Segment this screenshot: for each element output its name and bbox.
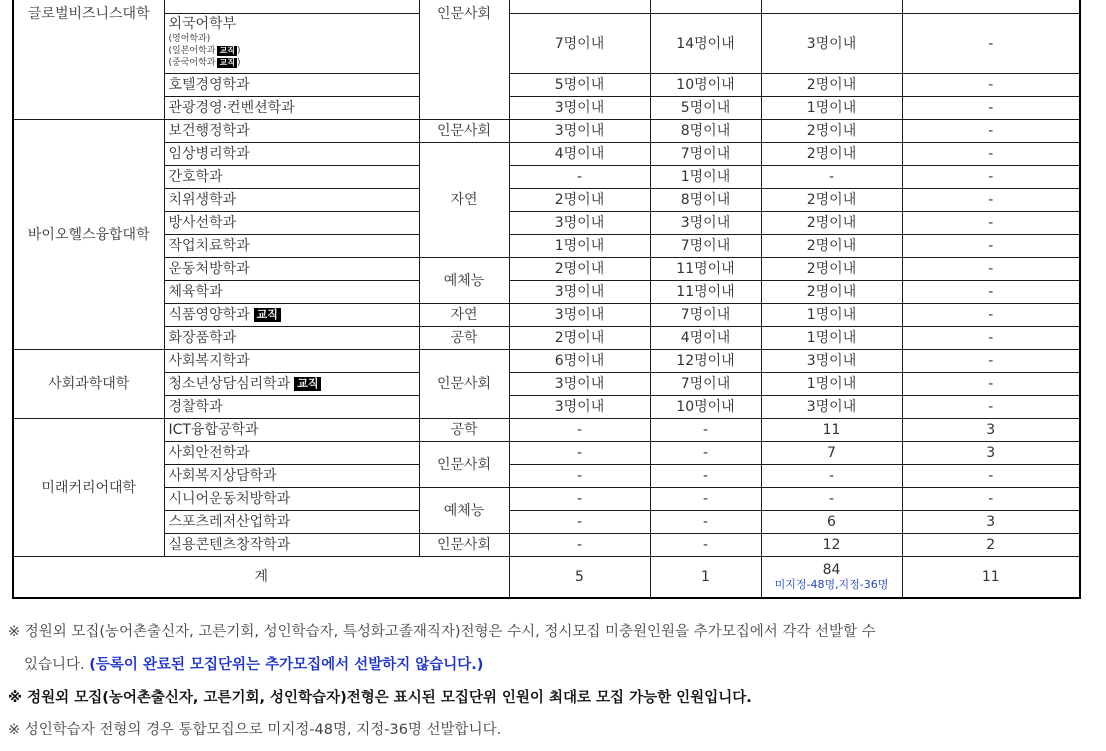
count-cell: - [902, 74, 1080, 97]
count-cell: 3명이내 [509, 281, 650, 304]
count-cell: - [902, 235, 1080, 258]
dept-name: 운동처방학과 [164, 258, 419, 281]
count-cell: 3명이내 [761, 396, 902, 419]
count-cell: 2명이내 [761, 281, 902, 304]
dept-sub-line: (영어학과) [168, 34, 211, 44]
teaching-badge: 교직 [219, 57, 235, 67]
field-cell: 인문사회 [419, 350, 509, 419]
count-cell: 14명이내 [650, 14, 761, 74]
table-row [13, 235, 1080, 258]
dept-name: 작업치료학과 [164, 235, 419, 258]
count-cell: 1명이내 [761, 97, 902, 120]
dept-name: 관광경영·컨벤션학과 [164, 97, 419, 120]
count-cell: - [509, 166, 650, 189]
dept-name: 호텔경영학과 [164, 74, 419, 97]
count-cell: - [761, 465, 902, 488]
count-cell: 1명이내 [761, 373, 902, 396]
count-cell: - [902, 97, 1080, 120]
count-cell: - [650, 534, 761, 557]
dept-cell [164, 304, 419, 327]
count-cell: - [902, 212, 1080, 235]
count-cell: 1명이내 [650, 166, 761, 189]
count-cell: 2명이내 [761, 235, 902, 258]
count-cell: 2명이내 [509, 189, 650, 212]
field-cell: 자연 [419, 304, 509, 327]
count-cell: - [509, 534, 650, 557]
count-cell: 3명이내 [509, 212, 650, 235]
dept-cell [164, 373, 419, 396]
count-cell: 7명이내 [650, 235, 761, 258]
table-row [13, 304, 1080, 327]
count-cell: 3 [902, 442, 1080, 465]
field-cell: 예체능 [419, 488, 509, 534]
field-cell: 인문사회 [419, 0, 509, 120]
count-cell: - [902, 465, 1080, 488]
total-value: 84 [822, 562, 841, 578]
dept-name: 경찰학과 [164, 396, 419, 419]
dept-name: ICT융합공학과 [164, 419, 419, 442]
dept-name: 청소년상담심리학과 [168, 376, 291, 392]
count-cell: 3명이내 [761, 14, 902, 74]
table-row [13, 281, 1080, 304]
dept-name: 체육학과 [164, 281, 419, 304]
dept-name: 화장품학과 [164, 327, 419, 350]
count-cell: 10명이내 [650, 74, 761, 97]
count-cell: 3명이내 [509, 373, 650, 396]
table-row [13, 534, 1080, 557]
count-cell: 1명이내 [761, 327, 902, 350]
count-cell: 2명이내 [761, 143, 902, 166]
college-name: 사회과학대학 [13, 350, 164, 419]
table-row [13, 373, 1080, 396]
table-row [13, 166, 1080, 189]
count-cell: 2명이내 [761, 120, 902, 143]
count-cell: 3명이내 [761, 350, 902, 373]
note-highlight: (등록이 완료된 모집단위는 추가모집에서 선발하지 않습니다.) [89, 657, 484, 673]
table-row [13, 212, 1080, 235]
count-cell: - [761, 488, 902, 511]
count-cell: 3명이내 [650, 212, 761, 235]
count-cell: - [902, 120, 1080, 143]
count-cell: 11명이내 [650, 281, 761, 304]
count-cell: - [902, 258, 1080, 281]
note-line: ※ 성인학습자 전형의 경우 통합모집으로 미지정-48명, 지정-36명 선발합니다. [8, 722, 502, 738]
count-cell: 8명이내 [650, 120, 761, 143]
count-cell: - [509, 465, 650, 488]
count-cell: 2명이내 [761, 74, 902, 97]
count-cell: 3명이내 [509, 396, 650, 419]
teaching-badge: 교직 [254, 308, 281, 322]
count-cell: 12 [761, 534, 902, 557]
count-cell: 11명이내 [650, 258, 761, 281]
count-cell: - [902, 304, 1080, 327]
count-cell: 10명이내 [650, 396, 761, 419]
table-row [13, 350, 1080, 373]
dept-name: 간호학과 [164, 166, 419, 189]
count-cell: - [650, 465, 761, 488]
college-name: 글로벌비즈니스대학 [13, 0, 164, 120]
count-cell: - [902, 143, 1080, 166]
count-cell: 2명이내 [509, 258, 650, 281]
count-cell: - [509, 511, 650, 534]
field-cell: 공학 [419, 327, 509, 350]
dept-name: 보건행정학과 [164, 120, 419, 143]
count-cell: - [650, 488, 761, 511]
count-cell: 3 [902, 511, 1080, 534]
count-cell: 2명이내 [509, 327, 650, 350]
count-cell: 8명이내 [650, 189, 761, 212]
field-cell: 예체능 [419, 258, 509, 304]
count-cell: - [650, 511, 761, 534]
count-cell: - [650, 419, 761, 442]
count-cell: 1명이내 [509, 235, 650, 258]
total-cell: 1 [650, 557, 761, 599]
count-cell: 5명이내 [650, 97, 761, 120]
count-cell: 2명이내 [761, 212, 902, 235]
field-cell: 자연 [419, 143, 509, 258]
count-cell: - [761, 166, 902, 189]
count-cell: 1명이내 [761, 304, 902, 327]
dept-name: 사회안전학과 [164, 442, 419, 465]
count-cell: 3명이내 [509, 120, 650, 143]
count-cell: - [902, 350, 1080, 373]
dept-sub-line: (중국어학과 교직 ) [168, 57, 241, 68]
table-row [13, 396, 1080, 419]
teaching-badge: 교직 [219, 45, 235, 55]
table-row [13, 120, 1080, 143]
note-line: ※ 정원외 모집(농어촌출신자, 고른기회, 성인학습자, 특성화고졸재직자)전형은 수시, 정시모집 미충원인원을 추가모집에서 각각 선발할 수 [8, 624, 876, 640]
dept-name: 임상병리학과 [164, 143, 419, 166]
count-cell: 3명이내 [509, 304, 650, 327]
table-row [13, 465, 1080, 488]
table-row [13, 327, 1080, 350]
count-cell: 2명이내 [761, 189, 902, 212]
count-cell: 2 [902, 534, 1080, 557]
dept-name: 방사선학과 [164, 212, 419, 235]
count-cell: 7명이내 [650, 373, 761, 396]
count-cell: - [650, 442, 761, 465]
count-cell: - [902, 189, 1080, 212]
count-cell: 3 [902, 419, 1080, 442]
field-cell: 공학 [419, 419, 509, 442]
field-cell: 인문사회 [419, 534, 509, 557]
count-cell: - [902, 396, 1080, 419]
note-line: 있습니다. (등록이 완료된 모집단위는 추가모집에서 선발하지 않습니다.) [24, 657, 484, 673]
table-row [13, 143, 1080, 166]
count-cell: 7명이내 [650, 143, 761, 166]
field-cell: 인문사회 [419, 442, 509, 488]
count-cell: 6명이내 [509, 350, 650, 373]
count-cell: - [509, 488, 650, 511]
table-row [13, 488, 1080, 511]
field-cell: 인문사회 [419, 120, 509, 143]
total-label: 계 [13, 557, 509, 599]
count-cell: 4명이내 [650, 327, 761, 350]
college-name: 미래커리어대학 [13, 419, 164, 557]
count-cell: - [902, 327, 1080, 350]
table-row [13, 0, 1080, 14]
count-cell: 6 [761, 511, 902, 534]
count-cell: - [902, 166, 1080, 189]
admissions-table [12, 0, 1081, 599]
dept-name: 시니어운동처방학과 [164, 488, 419, 511]
table-row [13, 14, 1080, 74]
table-row [13, 74, 1080, 97]
dept-name: 사회복지학과 [164, 350, 419, 373]
count-cell: 4명이내 [509, 143, 650, 166]
count-cell: - [902, 488, 1080, 511]
total-cell: 5 [509, 557, 650, 599]
total-cell: 11 [902, 557, 1080, 599]
count-cell: 3명이내 [509, 97, 650, 120]
dept-name: 사회복지상담학과 [164, 465, 419, 488]
count-cell: - [902, 14, 1080, 74]
table-row [13, 97, 1080, 120]
dept-name: 치위생학과 [164, 189, 419, 212]
count-cell: 12명이내 [650, 350, 761, 373]
dept-name: 식품영양학과 [168, 307, 250, 323]
count-cell: 7 [761, 442, 902, 465]
dept-name: 외국어학부 [168, 16, 237, 32]
count-cell: 11 [761, 419, 902, 442]
dept-name: 스포츠레저산업학과 [164, 511, 419, 534]
count-cell: 2명이내 [761, 258, 902, 281]
table-row [13, 258, 1080, 281]
dept-sub-line: (일본어학과 교직 ) [168, 45, 241, 56]
dept-name: 실용콘텐츠창작학과 [164, 534, 419, 557]
table-row [13, 189, 1080, 212]
note-line: ※ 정원외 모집(농어촌출신자, 고른기회, 성인학습자)전형은 표시된 모집단위 인원이 최대로 모집 가능한 인원입니다. [8, 690, 752, 706]
table-row [13, 442, 1080, 465]
count-cell: 7명이내 [509, 14, 650, 74]
count-cell: 7명이내 [650, 304, 761, 327]
total-cell [761, 557, 902, 599]
dept-cell [164, 14, 419, 74]
teaching-badge: 교직 [294, 377, 321, 391]
total-row [13, 557, 1080, 599]
count-cell: - [902, 373, 1080, 396]
count-cell: - [902, 281, 1080, 304]
table-row [13, 419, 1080, 442]
count-cell: - [509, 442, 650, 465]
college-name: 바이오헬스융합대학 [13, 120, 164, 350]
count-cell: 5명이내 [509, 74, 650, 97]
table-row [13, 511, 1080, 534]
total-sub-note: 미지정-48명,지정-36명 [774, 578, 889, 591]
count-cell: - [509, 419, 650, 442]
